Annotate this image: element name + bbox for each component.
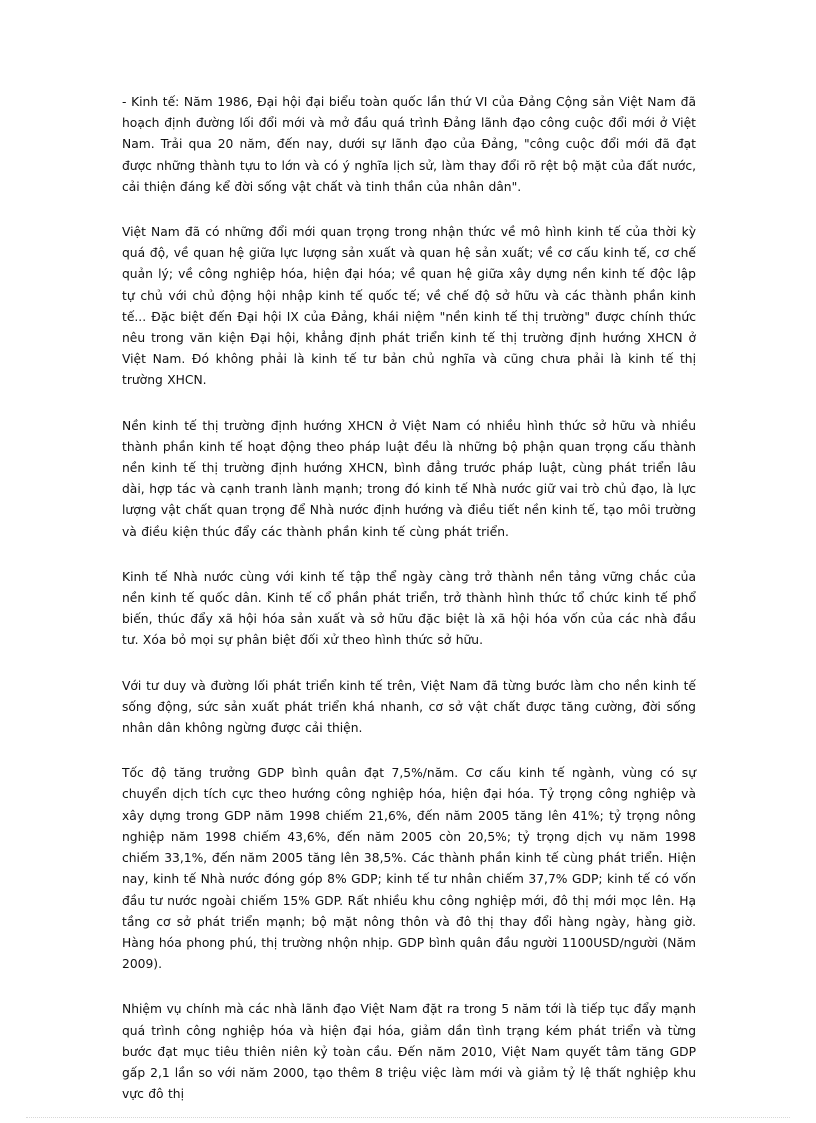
paragraph-economic-model: Việt Nam đã có những đổi mới quan trọng trong nhận thức về mô hình kinh tế của thời kỳ quá độ, về quan hệ giữa lực lượng sản xuất và quan hệ sản xuất; về cơ cấu kinh tế, cơ chế quản lý; về công nghiệp hóa, hiện đại hóa; về quan hệ giữa xây dựng nền kinh tế độc lập tự chủ với chủ động hội nhập kinh tế quốc tế; về chế độ sở hữu và các thành phần kinh tế... Đặc biệt đến Đại hội IX của Đảng, khái niệm "nền kinh tế thị trường" được chính thức nêu trong văn kiện Đại hội, khẳng định phát triển kinh tế thị trường định hướng XHCN ở Việt Nam. Đó không phải là kinh tế tư bản chủ nghĩa và cũng chưa phải là kinh tế thị trường XHCN. xyxy=(122,225,696,388)
paragraph-state-economy: Kinh tế Nhà nước cùng với kinh tế tập thể ngày càng trở thành nền tảng vững chắc của nền kinh tế quốc dân. Kinh tế cổ phần phát triển, trở thành hình thức tổ chức kinh tế phổ biến, thúc đẩy xã hội hóa sản xuất và sở hữu đặc biệt là xã hội hóa vốn của các nhà đầu tư. Xóa bỏ mọi sự phân biệt đối xử theo hình thức sở hữu. xyxy=(122,569,696,648)
paragraph-development: Với tư duy và đường lối phát triển kinh tế trên, Việt Nam đã từng bước làm cho nền kinh tế sống động, sức sản xuất phát triển khá nhanh, cơ sở vật chất được tăng cường, đời sống nhân dân không ngừng được cải thiện. xyxy=(122,678,696,736)
paragraph-gdp-growth: Tốc độ tăng trưởng GDP bình quân đạt 7,5%/năm. Cơ cấu kinh tế ngành, vùng có sự chuyển dịch tích cực theo hướng công nghiệp hóa, hiện đại hóa. Tỷ trọng công nghiệp và xây dựng trong GDP năm 1998 chiếm 21,6%, đến năm 2005 tăng lên 41%; tỷ trọng nông nghiệp năm 1998 chiếm 43,6%, đến năm 2005 còn 20,5%; tỷ trọng dịch vụ năm 1998 chiếm 33,1%, đến năm 2005 tăng lên 38,5%. Các thành phần kinh tế cùng phát triển. Hiện nay, kinh tế Nhà nước đóng góp 8% GDP; kinh tế tư nhân chiếm 37,7% GDP; kinh tế có vốn đầu tư nước ngoài chiếm 15% GDP. Rất nhiều khu công nghiệp mới, đô thị mới mọc lên. Hạ tầng cơ sở phát triển mạnh; bộ mặt nông thôn và đô thị thay đổi hàng ngày, hàng giờ. Hàng hóa phong phú, thị trường nhộn nhịp. GDP bình quân đầu người 1100USD/người (Năm 2009). xyxy=(122,766,696,972)
paragraph-main-tasks: Nhiệm vụ chính mà các nhà lãnh đạo Việt Nam đặt ra trong 5 năm tới là tiếp tục đẩy mạnh quá trình công nghiệp hóa và hiện đại hóa, giảm dần tình trạng kém phát triển và từng bước đạt mục tiêu thiên niên kỷ toàn cầu. Đến năm 2010, Việt Nam quyết tâm tăng GDP gấp 2,1 lần so với năm 2000, tạo thêm 8 triệu việc làm mới và giảm tỷ lệ thất nghiệp khu vực đô thị xyxy=(122,1002,696,1102)
page-bottom-divider xyxy=(26,1117,790,1118)
document-body xyxy=(122,92,696,1105)
paragraph-market-economy: Nền kinh tế thị trường định hướng XHCN ở Việt Nam có nhiều hình thức sở hữu và nhiều thành phần kinh tế hoạt động theo pháp luật đều là những bộ phận quan trọng cấu thành nền kinh tế thị trường định hướng XHCN, bình đẳng trước pháp luật, cùng phát triển lâu dài, hợp tác và cạnh tranh lành mạnh; trong đó kinh tế Nhà nước giữ vai trò chủ đạo, là lực lượng vật chất quan trọng để Nhà nước định hướng và điều tiết nền kinh tế, tạo môi trường và điều kiện thúc đẩy các thành phần kinh tế cùng phát triển. xyxy=(122,418,696,539)
paragraph-economy-intro: - Kinh tế: Năm 1986, Đại hội đại biểu toàn quốc lần thứ VI của Đảng Cộng sản Việt Nam đã hoạch định đường lối đổi mới và mở đầu quá trình Đảng lãnh đạo công cuộc đổi mới ở Việt Nam. Trải qua 20 năm, đến nay, dưới sự lãnh đạo của Đảng, "công cuộc đổi mới đã đạt được những thành tựu to lớn và có ý nghĩa lịch sử, làm thay đổi rõ rệt bộ mặt của đất nước, cải thiện đáng kể đời sống vật chất và tinh thần của nhân dân". xyxy=(122,95,696,194)
